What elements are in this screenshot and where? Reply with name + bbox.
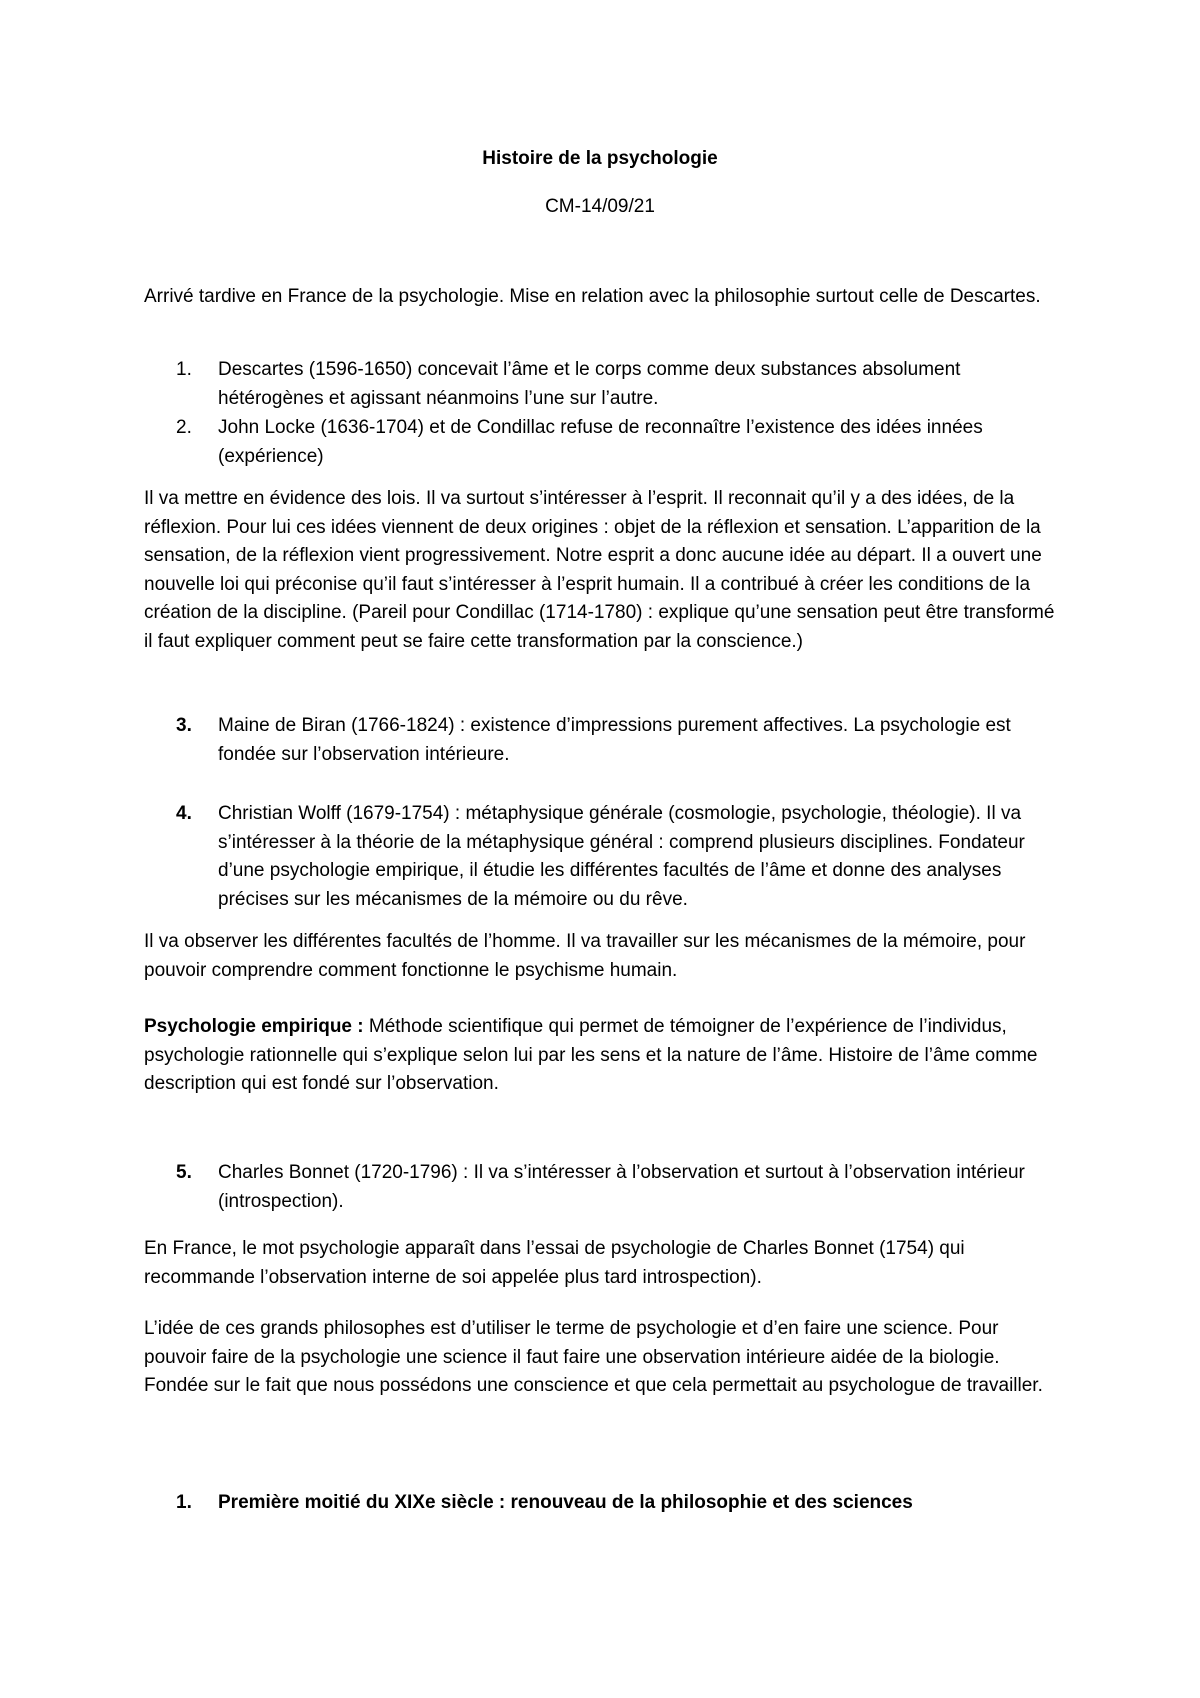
section-heading: [144, 1489, 1064, 1518]
document-title: Histoire de la psychologie: [482, 148, 718, 169]
list-item-text: Charles Bonnet (1720-1796) : Il va s’intéresser à l’observation et surtout à l’observation intérieur (introspection).: [218, 1162, 1025, 1212]
list-item-text: Descartes (1596-1650) concevait l’âme et le corps comme deux substances absolument hétérogènes et agissant néanmoins l’une sur l’autre.: [218, 359, 961, 409]
list-number: 2.: [176, 417, 192, 438]
paragraph-france: En France, le mot psychologie apparaît dans l’essai de psychologie de Charles Bonnet (1754) qui recommande l’observation interne de soi appelée plus tard introspection).: [144, 1238, 965, 1288]
list-number: 5.: [176, 1162, 192, 1183]
list-item-text: Christian Wolff (1679-1754) : métaphysique générale (cosmologie, psychologie, théologie). Il va s’intéresser à la théorie de la métaphysique général : comprend plusieurs disciplines. Fondateur d’une psychologie empirique, il étudie les différentes facultés de l’âme et donne des analyses précises sur les mécanismes de la mémoire ou du rêve.: [218, 803, 1025, 910]
list-item-wolff: [144, 800, 1064, 914]
document-subtitle: CM-14/09/21: [545, 196, 655, 217]
list-item-descartes: [144, 356, 1064, 413]
term-label: Psychologie empirique :: [144, 1016, 364, 1037]
list-number: 1.: [176, 359, 192, 380]
paragraph-wolff: Il va observer les différentes facultés de l’homme. Il va travailler sur les mécanismes de la mémoire, pour pouvoir comprendre comment fonctionne le psychisme humain.: [144, 931, 1026, 981]
list-item-bonnet: [144, 1159, 1064, 1216]
list-number: 3.: [176, 715, 192, 736]
list-item-biran: [144, 712, 1064, 769]
paragraph-idee: L’idée de ces grands philosophes est d’utiliser le terme de psychologie et d’en faire une science. Pour pouvoir faire de la psychologie une science il faut faire une observation intérieure aidée de la biologie. Fondée sur le fait que nous possédons une conscience et que cela permettait au psychologue de travailler.: [144, 1318, 1043, 1396]
list-item-text: John Locke (1636-1704) et de Condillac refuse de reconnaître l’existence des idées innées (expérience): [218, 417, 983, 467]
term-definition: Méthode scientifique qui permet de témoigner de l’expérience de l’individus, psychologie rationnelle qui s’explique selon lui par les sens et la nature de l’âme. Histoire de l’âme comme description qui est fondé sur l’observation.: [144, 1016, 1038, 1094]
paragraph-empirique: [144, 1013, 1064, 1099]
section-heading-text: Première moitié du XIXe siècle : renouveau de la philosophie et des sciences: [218, 1492, 913, 1513]
list-number: 1.: [176, 1492, 192, 1513]
list-item-locke: [144, 414, 1064, 471]
paragraph-locke: Il va mettre en évidence des lois. Il va surtout s’intéresser à l’esprit. Il reconnait qu’il y a des idées, de la réflexion. Pour lui ces idées viennent de deux origines : objet de la réflexion et sensation. L’apparition de la sensation, de la réflexion vient progressivement. Notre esprit a donc aucune idée au départ. Il a ouvert une nouvelle loi qui préconise qu’il faut s’intéresser à l’esprit humain. Il a contribué à créer les conditions de la création de la discipline. (Pareil pour Condillac (1714-1780) : explique qu’une sensation peut être transformé il faut expliquer comment peut se faire cette transformation par la conscience.): [144, 488, 1055, 652]
list-item-text: Maine de Biran (1766-1824) : existence d’impressions purement affectives. La psychologie est fondée sur l’observation intérieure.: [218, 715, 1011, 765]
list-number: 4.: [176, 803, 192, 824]
intro-paragraph: Arrivé tardive en France de la psychologie. Mise en relation avec la philosophie surtout celle de Descartes.: [144, 286, 1041, 307]
